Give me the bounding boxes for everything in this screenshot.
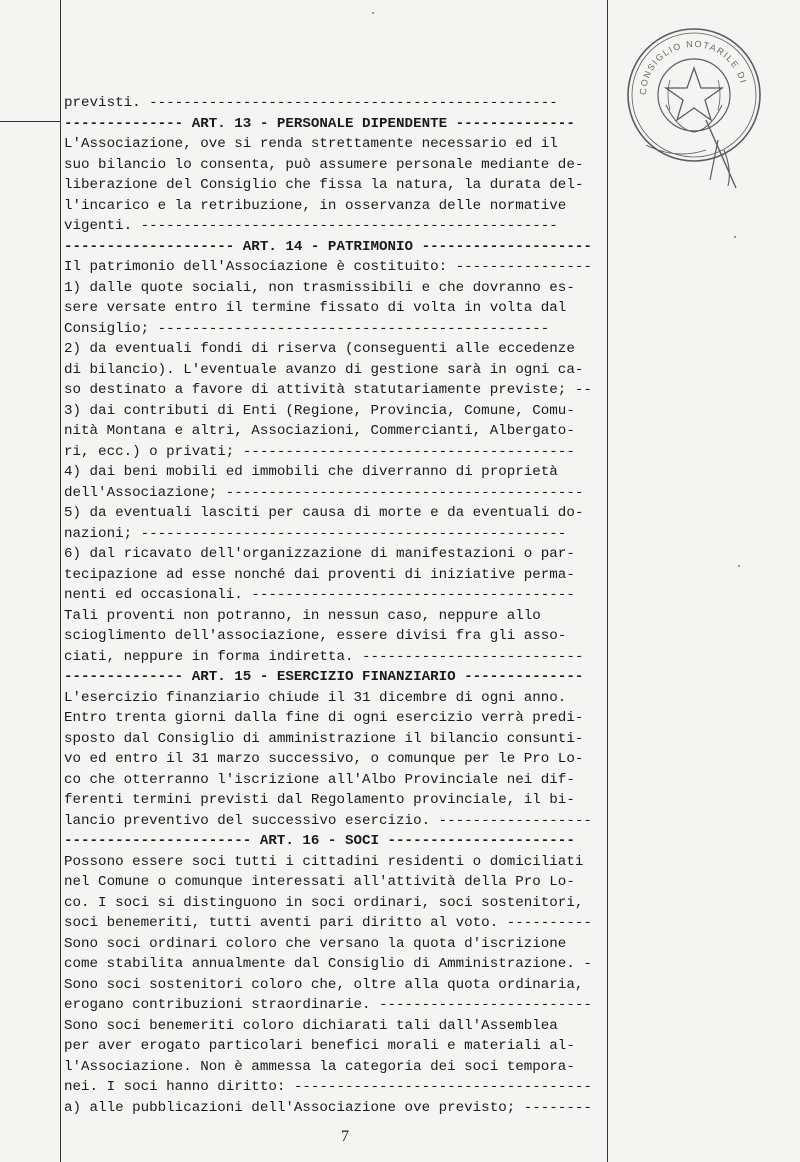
text-line: lancio preventivo del successivo esercizio. ------------------	[64, 812, 592, 829]
text-line: liberazione del Consiglio che fissa la natura, la durata del-	[64, 177, 584, 193]
text-line: Entro trenta giorni dalla fine di ogni esercizio verrà predi-	[64, 710, 584, 726]
text-line: L'Associazione, ove si renda strettamente necessario ed il	[64, 136, 558, 152]
text-line: previsti. ------------------------------------------------	[64, 95, 558, 111]
text-line: per aver erogato particolari benefici morali e materiali al-	[64, 1038, 575, 1054]
text-line: nei. I soci hanno diritto: -----------------------------------	[64, 1079, 592, 1095]
text-line: 3) dai contributi di Enti (Regione, Provincia, Comune, Comu-	[64, 402, 575, 419]
text-line: vigenti. -------------------------------------------------	[64, 218, 558, 234]
text-line: so destinato a favore di attività statutariamente previste; --	[64, 382, 592, 398]
text-line: Consiglio; ----------------------------------------------	[64, 320, 550, 337]
article-heading: -------------- ART. 15 - ESERCIZIO FINANZIARIO --------------	[64, 669, 584, 685]
text-line: Sono soci ordinari coloro che versano la quota d'iscrizione	[64, 935, 567, 952]
text-line: 1) dalle quote sociali, non trasmissibili e che dovranno es-	[64, 279, 575, 296]
scan-speck	[734, 236, 736, 238]
scan-speck	[372, 12, 374, 14]
text-line: co. I soci si distinguono in soci ordinari, soci sostenitori,	[64, 894, 584, 911]
text-line: nazioni; --------------------------------------------------	[64, 525, 567, 542]
text-line: co che otterranno l'iscrizione all'Albo Provinciale nei dif-	[64, 771, 575, 788]
text-line: Sono soci sostenitori coloro che, oltre alla quota ordinaria,	[64, 976, 584, 993]
text-line: sposto dal Consiglio di amministrazione il bilancio consunti-	[64, 730, 584, 747]
text-line: 5) da eventuali lasciti per causa di morte e da eventuali do-	[64, 505, 584, 521]
page-number: 7	[341, 1128, 349, 1145]
article-heading: -------------- ART. 13 - PERSONALE DIPENDENTE --------------	[64, 115, 575, 132]
text-line: Sono soci benemeriti coloro dichiarati tali dall'Assemblea	[64, 1017, 558, 1034]
document-body	[64, 93, 609, 1118]
text-line: a) alle pubblicazioni dell'Associazione ove previsto; --------	[64, 1099, 592, 1116]
article-heading: ---------------------- ART. 16 - SOCI ----------------------	[64, 833, 575, 849]
text-line: nenti ed occasionali. --------------------------------------	[64, 587, 575, 603]
text-line: 6) dal ricavato dell'organizzazione di manifestazioni o par-	[64, 546, 575, 562]
text-line: l'incarico e la retribuzione, in osservanza delle normative	[64, 197, 567, 214]
text-line: 4) dai beni mobili ed immobili che diverranno di proprietà	[64, 464, 558, 480]
text-line: 2) da eventuali fondi di riserva (conseguenti alle eccedenze	[64, 341, 575, 357]
text-line: ferenti termini previsti dal Regolamento provinciale, il bi-	[64, 792, 575, 808]
text-line: scioglimento dell'associazione, essere divisi fra gli asso-	[64, 628, 567, 644]
text-line: suo bilancio lo consenta, può assumere personale mediante de-	[64, 156, 584, 173]
left-margin-tick	[0, 121, 60, 122]
scan-speck	[738, 565, 740, 567]
text-line: sere versate entro il termine fissato di volta in volta dal	[64, 300, 567, 316]
text-line: nel Comune o comunque interessati all'attività della Pro Lo-	[64, 874, 575, 890]
text-line: Tali proventi non potranno, in nessun caso, neppure allo	[64, 607, 541, 624]
text-line: dell'Associazione; ------------------------------------------	[64, 484, 584, 501]
notary-seal-stamp	[606, 10, 776, 190]
text-line: l'Associazione. Non è ammessa la categoria dei soci tempora-	[64, 1058, 575, 1075]
text-line: ciati, neppure in forma indiretta. --------------------------	[64, 648, 584, 665]
text-line: nità Montana e altri, Associazioni, Commercianti, Albergato-	[64, 423, 575, 439]
text-line: come stabilita annualmente dal Consiglio di Amministrazione. -	[64, 956, 592, 972]
text-line: tecipazione ad esse nonché dai proventi di iniziative perma-	[64, 566, 575, 583]
left-margin-line	[60, 0, 61, 1162]
text-line: Il patrimonio dell'Associazione è costituito: ----------------	[64, 259, 592, 275]
article-heading: -------------------- ART. 14 - PATRIMONIO --------------------	[64, 238, 592, 255]
text-line: erogano contribuzioni straordinarie. -------------------------	[64, 997, 592, 1013]
text-line: L'esercizio finanziario chiude il 31 dicembre di ogni anno.	[64, 689, 567, 706]
text-line: di bilancio). L'eventuale avanzo di gestione sarà in ogni ca-	[64, 361, 584, 378]
text-line: Possono essere soci tutti i cittadini residenti o domiciliati	[64, 853, 584, 870]
text-line: vo ed entro il 31 marzo successivo, o comunque per le Pro Lo-	[64, 751, 584, 767]
text-line: ri, ecc.) o privati; ---------------------------------------	[64, 443, 575, 460]
seal-ring-text: CONSIGLIO NOTARILE DI	[637, 38, 749, 96]
text-line: soci benemeriti, tutti aventi pari diritto al voto. ----------	[64, 915, 592, 931]
